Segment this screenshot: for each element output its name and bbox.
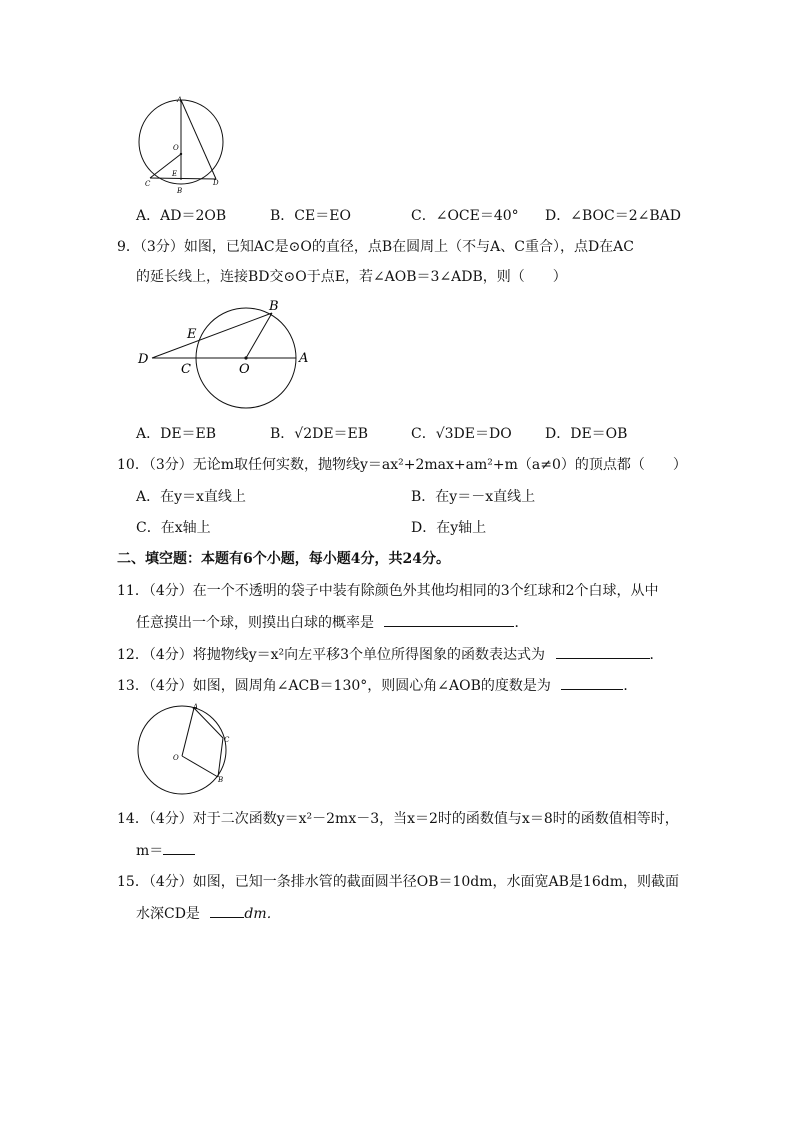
q11-period: ． <box>514 615 529 631</box>
q8-label-e: E <box>172 170 178 178</box>
q13-label-a: A <box>193 703 199 711</box>
q9-option-c[interactable]: C．√3DE＝DO <box>411 426 512 442</box>
q14-question-line1: 14．（4分）对于二次函数y＝x²－2mx－3，当x＝2时的函数值与x＝8时的函数值相等时， <box>117 811 679 827</box>
q13-question-text: 13．（4分）如图，圆周角∠ACB＝130°，则圆心角∠AOB的度数是为 <box>117 678 551 694</box>
q10-question-line1: 10．（3分）无论m取任何实数，抛物线y＝ax²+2max+am²+m（a≠0）的顶点都（ ） <box>117 457 687 473</box>
q14-answer-blank[interactable] <box>163 840 195 855</box>
q8-circle-figure <box>136 92 236 202</box>
q8-label-o: O <box>173 144 179 152</box>
q15-unit: dm． <box>244 906 281 922</box>
q13-label-b: B <box>218 776 224 784</box>
q11-question-line1: 11．（4分）在一个不透明的袋子中装有除颜色外其他均相同的3个红球和2个白球，从中 <box>117 583 659 599</box>
q13-answer-blank[interactable] <box>561 675 623 690</box>
q11-answer-blank[interactable] <box>384 612 514 627</box>
q9-option-b[interactable]: B．√2DE＝EB <box>270 426 369 442</box>
q8-option-d[interactable]: D．∠BOC＝2∠BAD <box>545 208 681 224</box>
section-2-heading: 二、填空题：本题有6个小题，每小题4分，共24分。 <box>117 551 450 567</box>
q13-label-c: C <box>224 736 230 744</box>
q9-option-d[interactable]: D．DE＝OB <box>545 426 628 442</box>
q12-period: ． <box>649 647 664 663</box>
q10-option-a[interactable]: A．在y＝x直线上 <box>136 489 246 505</box>
q9-label-a: A <box>299 351 309 366</box>
q11-question-text: 任意摸出一个球，则摸出白球的概率是 <box>136 615 374 631</box>
q12-answer-blank[interactable] <box>556 644 650 659</box>
q10-option-c[interactable]: C．在x轴上 <box>136 520 211 536</box>
q8-label-b: B <box>177 187 183 195</box>
q10-option-d[interactable]: D．在y轴上 <box>411 520 487 536</box>
q15-question-line1: 15．（4分）如图，已知一条排水管的截面圆半径OB＝10dm，水面宽AB是16dm，则截面 <box>117 874 679 890</box>
q8-option-c[interactable]: C．∠OCE＝40° <box>411 208 519 224</box>
q9-label-b: B <box>269 299 279 314</box>
q13-circle-figure <box>136 702 236 797</box>
q11-question-line2 <box>136 612 528 633</box>
q9-circle-figure <box>134 296 314 416</box>
q9-question-line1: 9．（3分）如图，已知AC是⊙O的直径，点B在圆周上（不与A、C重合），点D在AC <box>117 239 635 255</box>
q15-answer-blank[interactable] <box>210 903 244 918</box>
q9-option-a[interactable]: A．DE＝EB <box>136 426 217 442</box>
q14-question-line2 <box>136 840 195 861</box>
q15-question-text: 水深CD是 <box>136 906 200 922</box>
q13-label-o: O <box>173 754 179 762</box>
q15-question-line2 <box>136 903 281 924</box>
q8-label-a: A <box>177 96 183 104</box>
q9-label-d: D <box>138 352 149 367</box>
q13-period: ． <box>623 678 638 694</box>
q9-label-o: O <box>239 362 250 377</box>
q8-label-c: C <box>145 180 151 188</box>
q9-label-c: C <box>181 362 191 377</box>
q8-option-b[interactable]: B．CE＝EO <box>270 208 351 224</box>
q8-option-a[interactable]: A．AD＝2OB <box>136 208 227 224</box>
q12-question-text: 12．（4分）将抛物线y＝x²向左平移3个单位所得图象的函数表达式为 <box>117 647 546 663</box>
q12-question-line1 <box>117 644 664 665</box>
q14-question-text: m＝ <box>136 843 164 859</box>
q8-label-d: D <box>213 179 219 187</box>
q9-question-line2: 的延长线上，连接BD交⊙O于点E，若∠AOB＝3∠ADB，则（ ） <box>136 269 567 285</box>
q13-question-line1 <box>117 675 637 696</box>
q10-option-b[interactable]: B．在y＝－x直线上 <box>411 489 536 505</box>
q9-label-e: E <box>187 327 197 342</box>
